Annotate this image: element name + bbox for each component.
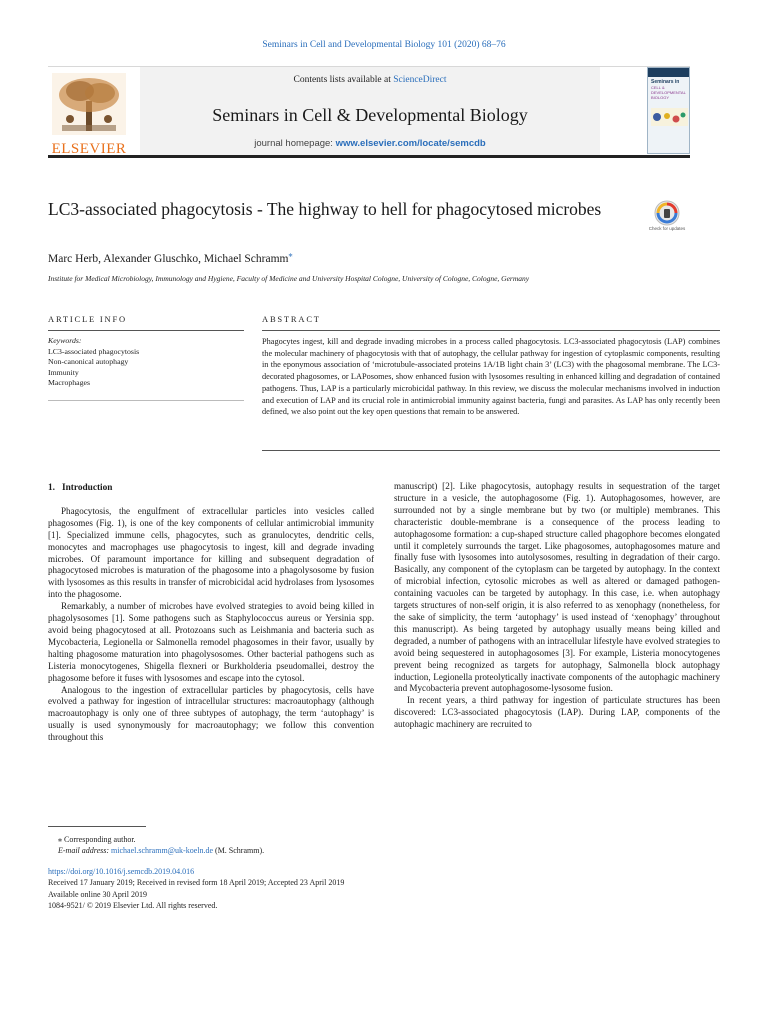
check-for-updates-badge[interactable] [648, 200, 686, 238]
section-title: Introduction [62, 483, 113, 493]
abstract-bottom-rule [262, 450, 720, 451]
section-number: 1. [48, 483, 55, 493]
journal-citation-line[interactable]: Seminars in Cell and Developmental Biology 101 (2020) 68–76 [262, 40, 506, 50]
elsevier-logo [48, 71, 130, 155]
keywords-block [48, 336, 244, 389]
homepage-label: journal homepage: [254, 138, 336, 149]
article-info-heading: ARTICLE INFO [48, 314, 127, 324]
journal-banner [140, 67, 600, 155]
footnotes [48, 834, 648, 911]
cover-title: Seminars in [651, 79, 680, 85]
article-info-rule [48, 330, 244, 331]
journal-title: Seminars in Cell & Developmental Biology [212, 105, 528, 125]
section-heading [48, 483, 374, 495]
received-dates: Received 17 January 2019; Received in revised form 18 April 2019; Accepted 23 April 2019 [48, 878, 345, 888]
article-info-bottom-rule [48, 400, 244, 401]
author-names: Marc Herb, Alexander Gluschko, Michael Schramm [48, 252, 289, 265]
contents-line [140, 75, 600, 85]
copyright-line: 1084-9521/ © 2019 Elsevier Ltd. All rights reserved. [48, 901, 218, 911]
body-column-left [48, 483, 374, 744]
elsevier-tree-icon [52, 73, 126, 135]
keyword-item: LC3-associated phagocytosis [48, 346, 140, 356]
cover-image [651, 108, 688, 126]
corresponding-author-mark[interactable]: ⁎ [288, 250, 293, 259]
body-paragraph: Remarkably, a number of microbes have evolved strategies to avoid being killed in phagolysosomes [1]. Some pathogens such as Staphylococcus aureus or Yersinia spp. avoid being phagocytosed at all. Protozoans such as Leishmania and bacteria such as Mycobacteria, Legionella or Salmonella remodel phagosomes in their favor, usually by halting phagosome maturation into phagolysosomes. Other bacterial pathogens such as Listeria monocytogenes, Shigella flexneri or Burkholderia pseudomallei, destroy the phagosome before it fuses with lysosomes and escape into the cytosol. [48, 601, 374, 683]
footnote-rule [48, 826, 146, 827]
journal-header [48, 66, 690, 158]
email-label: E-mail address: [58, 846, 112, 856]
cover-subtitle: CELL & DEVELOPMENTAL BIOLOGY [651, 85, 686, 100]
body-paragraph: Analogous to the ingestion of extracellular particles by phagocytosis, cells have evolved a pathway for ingestion of intracellular structures: macroautophagy (although macroautophagy is only one of three subtypes of autophagy, the term ‘autophagy’ is usually is used synonymously for macroautophagy; we follow this convention throughout this [48, 684, 374, 743]
journal-homepage-line [140, 138, 600, 149]
doi-link[interactable]: https://doi.org/10.1016/j.semcdb.2019.04.016 [48, 866, 195, 876]
publisher-name: ELSEVIER [51, 141, 127, 157]
keyword-item: Immunity [48, 367, 79, 377]
sciencedirect-link[interactable]: ScienceDirect [393, 75, 447, 85]
corresponding-author-note: ⁎ Corresponding author. [58, 835, 136, 844]
homepage-link[interactable]: www.elsevier.com/locate/semcdb [335, 138, 486, 149]
body-paragraph: manuscript) [2]. Like phagocytosis, autophagy results in sequestration of the target structure in a vesicle, the autophagosome (Fig. 1). Autophagosomes, however, are surrounded not by a single membrane but by two (or multiple) membranes. This characteristic double-membrane is a consequence of the process leading to autophagosome formation: a cup-shaped structure called phagophore becomes elongated until it completely surrounds the target. Like phagosomes, autophagosomes mature and finally fuse with lysosomes into autolysosomes, resulting in degradation of their cargo. Basically, any component of the cytoplasm can be targeted by autophagy. In the context of microbial infection, cytosolic microbes as well as altered or damaged pathogen-containing vacuoles can be targeted by autophagy. In this case, i.e. when autophagy targets structures of non-self origin, it is also referred to as xenophagy (nonetheless, for the sake of simplicity, the term ‘autophagy’ is used instead of ‘xenophagy’ throughout this manuscript). As being targeted by autophagy usually means being killed and degraded, a number of pathogens with an intracellular lifestyle have evolved strategies to avoid being sequestered in autophagosomes [3]. For example, Listeria monocytogenes prevent being recognized as targets for autophagy, Salmonella block autophagy induction, Legionella proteolytically inactivate components of the autophagic machinery and Mycobacteria prevent autophagosome-lysosome fusion. [394, 481, 720, 694]
check-updates-label: Check for updates [648, 226, 686, 231]
keyword-item: Macrophages [48, 378, 90, 387]
article-title: LC3-associated phagocytosis - The highway to hell for phagocytosed microbes [48, 199, 602, 219]
email-link[interactable]: michael.schramm@uk-koeln.de [111, 846, 214, 856]
email-suffix: (M. Schramm). [213, 846, 265, 856]
abstract-heading: ABSTRACT [262, 314, 321, 324]
email-note [48, 845, 648, 856]
abstract-rule [262, 330, 720, 331]
body-column-right [394, 481, 720, 731]
contents-prefix: Contents lists available at [293, 75, 394, 85]
check-updates-icon [652, 200, 682, 228]
cover-bar [648, 68, 690, 77]
author-affiliation: Institute for Medical Microbiology, Immunology and Hygiene, Faculty of Medicine and University Hospital Cologne, University of Cologne, Cologne, Germany [48, 274, 530, 283]
keyword-item: Non-canonical autophagy [48, 357, 129, 366]
journal-cover-thumbnail[interactable] [647, 67, 690, 154]
author-list [48, 250, 292, 265]
keywords-heading: Keywords: [48, 336, 82, 345]
body-paragraph: In recent years, a third pathway for ingestion of particulate structures has been discovered: LC3-associated phagocytosis (LAP). During LAP, components of the autophagic machinery are recruited to [394, 695, 720, 730]
abstract-text: Phagocytes ingest, kill and degrade invading microbes in a process called phagocytosis. LC3-associated phagocytosis (LAP) combines the molecular machinery of phagocytosis with that of autophagy, the cellular pathway for ingestion of cytoplasmic components, resulting in the eponymous association of ‘microtubule-associated proteins 1A/1B light chain 3’ (LC3) with the phagosomal membrane. The LC3-decorated phagosomes, or LAPosomes, show enhanced fusion with lysosomes resulting in enhanced killing and degradation of contained pathogens. Thus, LAP is a particularly microbicidal pathway. In this review, we discuss the molecular mechanisms involved in induction and execution of LAP and its crucial role in antimicrobial immunity against bacteria, fungi and parasites. As LAP has only recently been defined, we also point out the key open questions that remain to be answered. [262, 337, 720, 417]
available-online-date: Available online 30 April 2019 [48, 889, 147, 899]
body-paragraph: Phagocytosis, the engulfment of extracellular particles into vesicles called phagosomes (Fig. 1), is one of the key components of cellular antimicrobial immunity [1]. Specialized immune cells, phagocytes, such as granulocytes, dendritic cells, monocytes and macrophages use phagocytosis to ingest, kill and degrade invading microbes. Of paramount importance for killing and subsequent degradation of phagocytosed microbes is maturation of the phagosome into a phagolysosome by fusion with lysosomes as this results in transfer of microbicidal acid hydrolases from lysosomes into the phagosome. [48, 505, 374, 600]
